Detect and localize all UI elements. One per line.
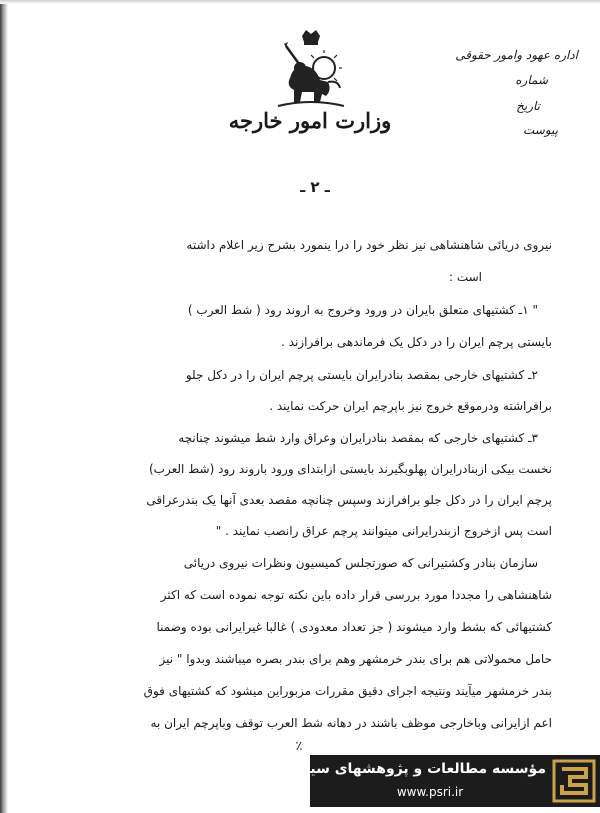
page-number: ـ ۲ ـ xyxy=(300,178,330,196)
continuation-mark: ٪ xyxy=(295,739,303,754)
watermark-url: www.psri.ir xyxy=(396,785,464,799)
body-line: نخست بیکی ازبنادرایران پهلوبگیرند بایستی ازابتدای ورود باروند رود (شط العرب) xyxy=(148,462,552,476)
body-line: ۲ـ کشتیهای خارجی بمقصد بنادرایران بایستی پرچم ایران را در دکل جلو xyxy=(185,368,538,382)
body-line: کشتیهائی که بشط وارد میشوند ( جز تعداد معدودی ) غالبا غیرایرانی بوده وضمنا xyxy=(156,620,552,634)
body-line: حامل محمولاتی هم برای بندر خرمشهر وهم برای بندر بصره میباشند وبدوا " نیز xyxy=(159,652,552,666)
office-name: اداره عهود وامور حقوقی xyxy=(455,48,578,62)
body-line: است : xyxy=(448,270,482,284)
scan-edge-shadow xyxy=(0,0,8,813)
watermark-text: مؤسسه مطالعات و پژوهشهای سیاسی xyxy=(277,761,546,777)
body-line: " ۱ـ کشتیهای متعلق بایران در ورود وخروج به اروند رود ( شط العرب ) xyxy=(187,303,538,317)
body-line: شاهنشاهی را مجددا مورد بررسی قرار داده باین نکته توجه نموده است که اکثر xyxy=(160,588,552,602)
lion-and-sun-emblem-icon xyxy=(272,28,350,110)
body-line: نیروی دریائی شاهنشاهی نیز نظر خود را درا ینمورد بشرح زیر اعلام داشته xyxy=(186,238,552,252)
number-label: شماره xyxy=(515,73,548,87)
body-line: پرچم ایران را در دکل جلو برافرازند وسپس چنانچه مقصد بعدی آنها یک بندرعراقی xyxy=(146,493,552,507)
date-label: تاریخ xyxy=(516,99,540,113)
ministry-title: وزارت امور خارجه xyxy=(228,108,392,133)
body-line: است پس ازخروج ازبندرایرانی میتوانند پرچم عراق رانصب نمایند . " xyxy=(215,524,552,538)
body-line: اعم ازایرانی وباخارجی موظف باشند در دهانه شط العرب توقف وباپرچم ایران به xyxy=(150,716,552,730)
body-line: برافراشته ودرموقع خروج نیز باپرچم ایران حرکت نمایند . xyxy=(269,399,552,413)
body-line: بایستی پرچم ایران را در دکل یک فرماندهی برافرازند . xyxy=(281,335,552,349)
attachment-label: پیوست xyxy=(523,123,558,137)
institute-logo-icon xyxy=(552,759,596,803)
body-line: بندر خرمشهر میآیند ونتیجه اجرای دقیق مقررات مزبوراین میشود که کشتیهای فوق xyxy=(143,684,552,698)
body-line: سازمان بنادر وکشتیرانی که صورتجلس کمیسیون ونظرات نیروی دریائی xyxy=(183,556,538,570)
watermark-banner xyxy=(277,755,600,807)
scan-top-edge xyxy=(0,0,600,4)
body-line: ۳ـ کشتیهای خارجی که بمقصد بنادرایران وعراق وارد شط میشوند چنانچه xyxy=(178,431,538,445)
